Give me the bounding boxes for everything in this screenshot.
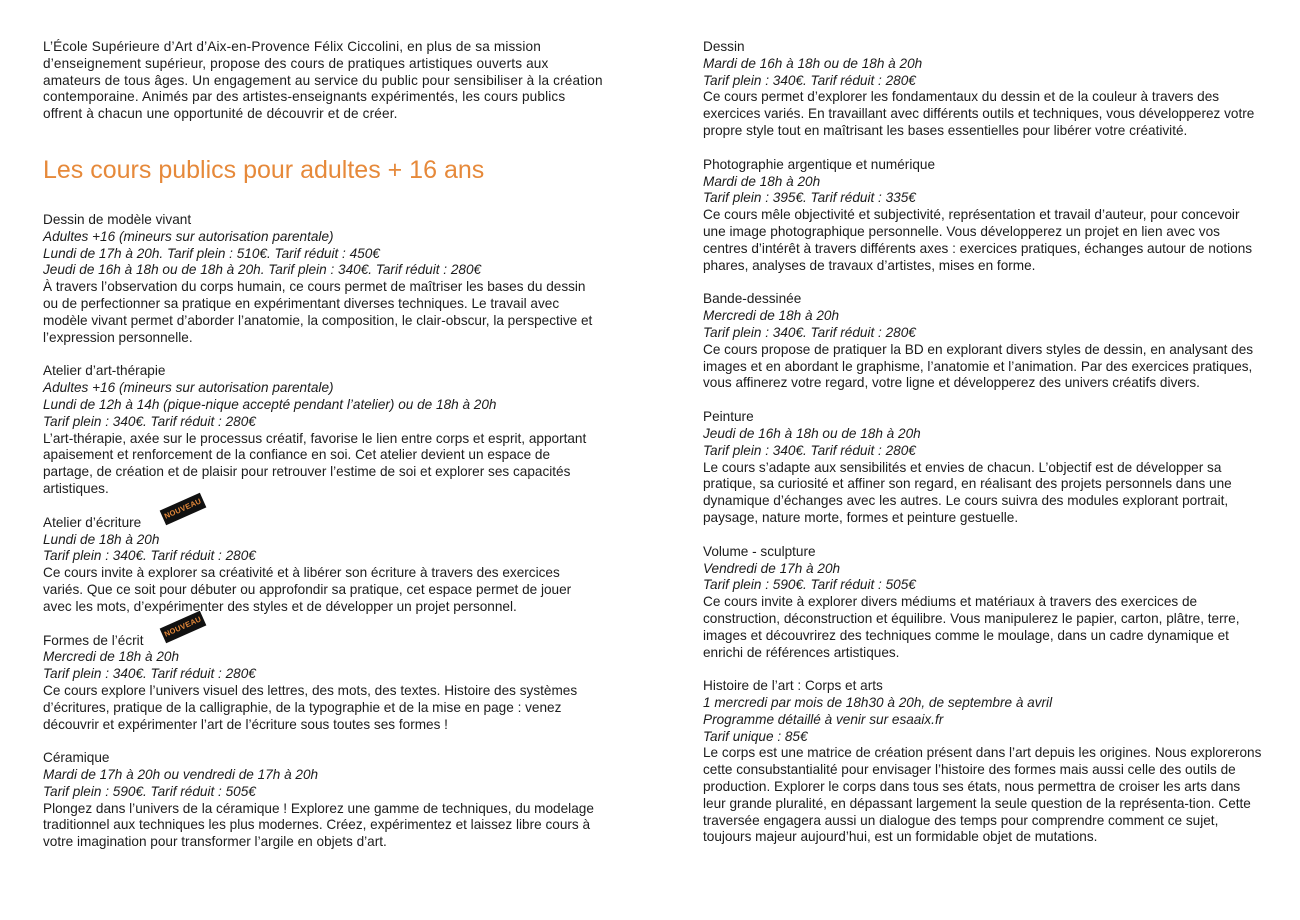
course-title: Peinture	[703, 409, 754, 425]
course-detail: Tarif plein : 340€. Tarif réduit : 280€	[703, 72, 916, 88]
course-art-therapie	[43, 363, 603, 497]
course-detail: Mercredi de 18h à 20h	[703, 308, 840, 324]
page-title: Les cours publics pour adultes + 16 ans	[43, 155, 485, 184]
course-title-row	[43, 496, 603, 532]
intro-paragraph: L’École Supérieure d’Art d’Aix-en-Provence Félix Ciccolini, en plus de sa mission d’enseignement supérieur, propose des cours de pratiques artistiques ouverts aux amateurs de tous âges. Un engagement au service du public pour sensibiliser à la création contemporaine. Animés par des artistes-enseignants expérimentés, les cours publics offrent à chacun une opportunité de découvrir et de créer.	[43, 39, 603, 122]
course-detail: Tarif plein : 590€. Tarif réduit : 505€	[703, 577, 916, 593]
course-detail: Lundi de 12h à 14h (pique-nique accepté pendant l’atelier) ou de 18h à 20h	[43, 396, 497, 412]
course-detail: Tarif plein : 340€. Tarif réduit : 280€	[703, 324, 916, 340]
course-description: Ce cours explore l’univers visuel des lettres, des mots, des textes. Histoire des systèmes d’écritures, pratique de la calligraphie, de la typographie et de la mise en page : venez découvrir et expérimenter l’art de l’écriture sous toutes ses formes !	[43, 682, 578, 732]
course-description: Le corps est une matrice de création présent dans l’art depuis les origines. Nous explorerons cette consubstantialité pour envisager l’histoire des formes mais aussi celle des outils de production. Explorer le corps dans tous ses états, nous permettra de croiser les arts dans leur grande pluralité, en dépassant largement la seule question de la représenta-tion. Cette traversée engagera aussi un dialogue des temps pour comprendre comment ce sujet, toujours majeur aujourd’hui, est un formidable objet de mutations.	[703, 745, 1262, 845]
course-detail: Tarif plein : 340€. Tarif réduit : 280€	[43, 666, 256, 682]
course-detail: Vendredi de 17h à 20h	[703, 560, 841, 576]
course-detail: Tarif plein : 340€. Tarif réduit : 280€	[43, 548, 256, 564]
course-description: Ce cours invite à explorer divers médiums et matériaux à travers des exercices de construction, déconstruction et équilibre. Vous manipulerez le papier, carton, plâtre, terre, images et découvrirez des techniques comme le moulage, dans un cadre dynamique et enrichi de références artistiques.	[703, 594, 1240, 660]
course-bande-dessinee	[703, 291, 1263, 392]
course-detail: 1 mercredi par mois de 18h30 à 20h, de septembre à avril	[703, 695, 1053, 711]
course-title-row	[43, 613, 603, 650]
course-detail: Tarif plein : 590€. Tarif réduit : 505€	[43, 783, 256, 799]
course-description: Ce cours propose de pratiquer la BD en explorant divers styles de dessin, en analysant des images et en abordant le graphisme, l’anatomie et l’animation. Par des exercices pratiques, vous affinerez votre regard, votre ligne et développerez des univers créatifs divers.	[703, 341, 1254, 391]
course-title: Céramique	[43, 750, 110, 766]
course-detail: Tarif plein : 395€. Tarif réduit : 335€	[703, 190, 916, 206]
course-detail: Mardi de 16h à 18h ou de 18h à 20h	[703, 55, 923, 71]
course-title: Bande-dessinée	[703, 291, 802, 307]
course-description: Plongez dans l’univers de la céramique ! Explorez une gamme de techniques, du modelage traditionnel aux techniques les plus modernes. Créez, expérimentez et laissez libre cours à votre imagination pour transformer l’argile en objets d’art.	[43, 800, 594, 850]
new-badge: NOUVEAU	[160, 492, 207, 525]
course-ceramique	[43, 750, 603, 851]
course-description: L’art-thérapie, axée sur le processus créatif, favorise le lien entre corps et esprit, apportant apaisement et renforcement de la confiance en soi. Cet atelier devient un espace de partage, de création et de plaisir pour retrouver l’estime de soi et explorer ses capacités artistiques.	[43, 430, 587, 496]
course-detail: Jeudi de 16h à 18h ou de 18h à 20h. Tarif plein : 340€. Tarif réduit : 280€	[43, 262, 482, 278]
course-detail: Adultes +16 (mineurs sur autorisation parentale)	[43, 228, 334, 244]
course-title: Dessin de modèle vivant	[43, 211, 192, 227]
course-title: Photographie argentique et numérique	[703, 156, 936, 172]
new-badge: NOUVEAU	[160, 610, 207, 643]
course-title: Formes de l’écrit	[43, 632, 144, 648]
course-detail: Tarif plein : 340€. Tarif réduit : 280€	[43, 413, 256, 429]
left-column	[43, 39, 603, 851]
course-description: À travers l’observation du corps humain, ce cours permet de maîtriser les bases du dessin ou de perfectionner sa pratique en expérimentant diverses techniques. Le travail avec modèle vivant permet d’aborder l’anatomie, la composition, le clair-obscur, la perspective et l’expression personnelle.	[43, 279, 593, 345]
course-detail: Tarif plein : 340€. Tarif réduit : 280€	[703, 442, 916, 458]
course-histoire-art	[703, 678, 1263, 846]
course-detail: Lundi de 18h à 20h	[43, 531, 160, 547]
course-detail: Mercredi de 18h à 20h	[43, 649, 180, 665]
course-photographie	[703, 157, 1263, 275]
course-dessin-modele-vivant	[43, 212, 603, 346]
course-peinture	[703, 409, 1263, 527]
course-description: Ce cours invite à explorer sa créativité et à libérer son écriture à travers des exercices variés. Que ce soit pour débuter ou approfondir sa pratique, cet espace permet de jouer avec les mots, d’expérimenter des styles et de développer un projet personnel.	[43, 565, 572, 614]
course-detail: Lundi de 17h à 20h. Tarif plein : 510€. Tarif réduit : 450€	[43, 245, 380, 261]
course-title: Atelier d’art-thérapie	[43, 363, 166, 379]
course-detail: Programme détaillé à venir sur esaaix.fr	[703, 711, 944, 727]
course-atelier-ecriture	[43, 496, 603, 616]
course-volume-sculpture	[703, 544, 1263, 662]
course-description: Ce cours permet d’explorer les fondamentaux du dessin et de la couleur à travers des exercices variés. En travaillant avec différents outils et techniques, vous développerez votre propre style tout en maîtrisant les bases essentielles pour libérer votre créativité.	[703, 89, 1255, 138]
course-detail: Adultes +16 (mineurs sur autorisation parentale)	[43, 380, 334, 396]
course-description: Le cours s’adapte aux sensibilités et envies de chacun. L’objectif est de développer sa pratique, sa curiosité et affiner son regard, en réalisant des projets personnels dans une dynamique d’échanges avec les autres. Le cours suivra des modules explorant portrait, paysage, nature morte, formes et peinture gestuelle.	[703, 459, 1232, 525]
course-title: Atelier d’écriture	[43, 514, 142, 530]
course-title: Histoire de l’art : Corps et arts	[703, 678, 883, 694]
course-detail: Tarif unique : 85€	[703, 728, 808, 744]
course-detail: Mardi de 18h à 20h	[703, 173, 821, 189]
course-title: Volume - sculpture	[703, 543, 816, 559]
course-title: Dessin	[703, 39, 745, 54]
course-detail: Jeudi de 16h à 18h ou de 18h à 20h	[703, 425, 921, 441]
course-formes-ecrit	[43, 613, 603, 734]
course-dessin	[703, 39, 1263, 140]
right-column	[703, 39, 1263, 846]
course-description: Ce cours mêle objectivité et subjectivité, représentation et travail d’auteur, pour concevoir une image photographique personnelle. Vous développerez un projet en lien avec vos centres d’intérêt à travers différents axes : exercices pratiques, échanges autour de notions phares, analyses de travaux d’artistes, mises en forme.	[703, 207, 1253, 273]
course-detail: Mardi de 17h à 20h ou vendredi de 17h à 20h	[43, 767, 319, 783]
